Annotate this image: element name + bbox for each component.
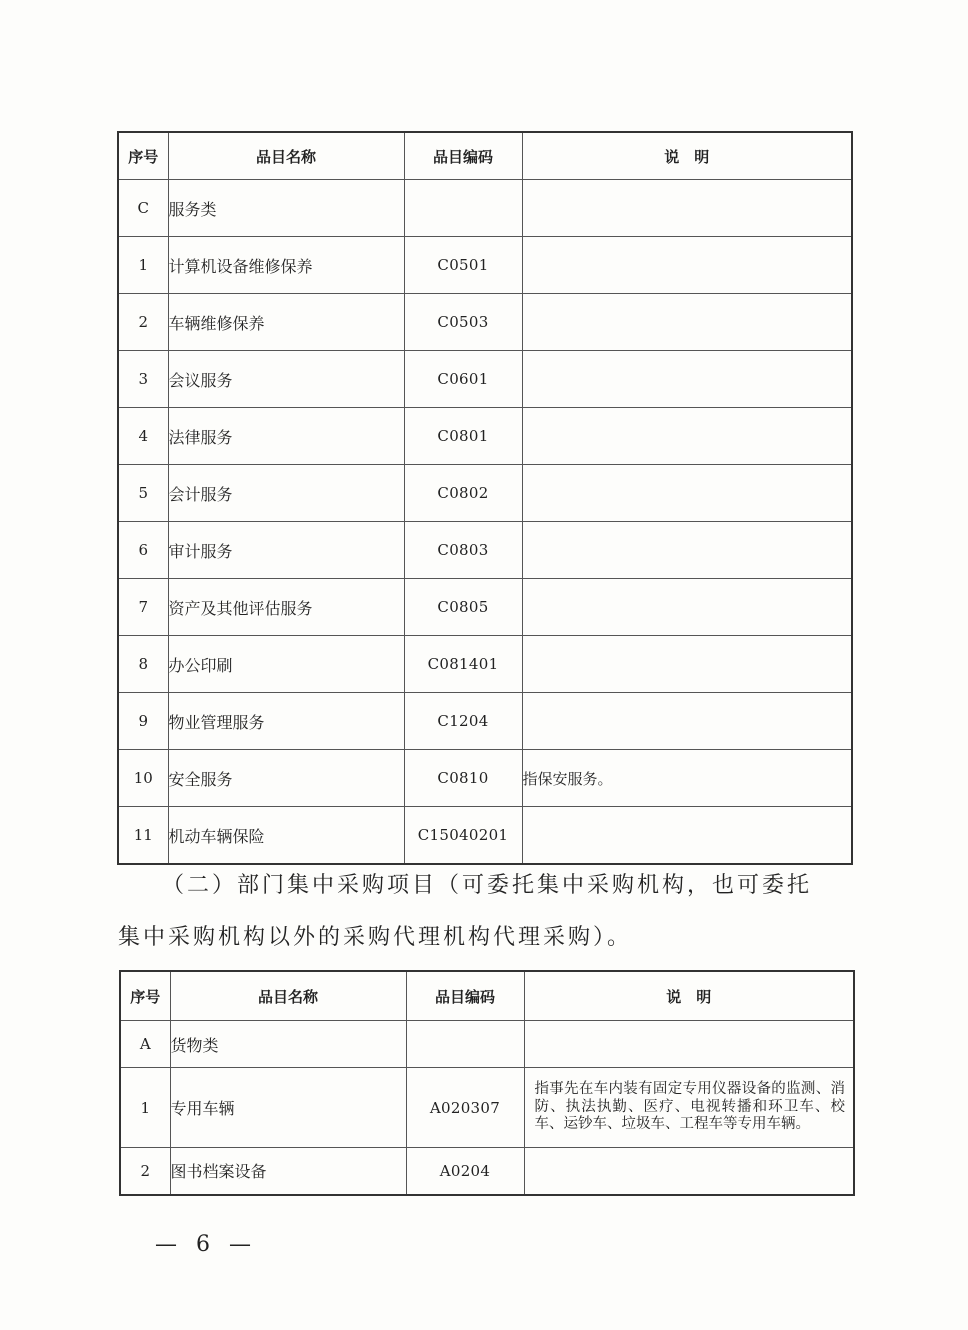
department-procurement-goods-table <box>119 970 855 1196</box>
row-item-name: 物业管理服务 <box>168 693 404 750</box>
row-seq: 2 <box>118 294 168 351</box>
header-seq: 序号 <box>118 132 168 180</box>
row-item-name: 法律服务 <box>168 408 404 465</box>
row-note: 指事先在车内装有固定专用仪器设备的监测、消防、执法执勤、医疗、电视转播和环卫车、校车、运钞车、垃圾车、工程车等专用车辆。 <box>524 1068 854 1148</box>
row-note: 指保安服务。 <box>522 750 852 807</box>
header-item-code: 品目编码 <box>406 971 524 1021</box>
row-item-name: 服务类 <box>168 180 404 237</box>
row-seq: 6 <box>118 522 168 579</box>
table-row <box>118 579 852 636</box>
row-note <box>522 294 852 351</box>
table-row <box>118 180 852 237</box>
row-item-code <box>406 1021 524 1068</box>
row-item-name: 资产及其他评估服务 <box>168 579 404 636</box>
row-item-name: 会计服务 <box>168 465 404 522</box>
table-header-row <box>120 971 854 1021</box>
row-note <box>522 579 852 636</box>
row-item-code: C0803 <box>404 522 522 579</box>
row-seq: 2 <box>120 1148 170 1195</box>
table-row <box>120 1148 854 1195</box>
page-number: — 6 — <box>155 1232 257 1257</box>
row-item-code: C0503 <box>404 294 522 351</box>
section-heading-line-2: 集中采购机构以外的采购代理机构代理采购）。 <box>118 925 633 950</box>
row-item-code: C081401 <box>404 636 522 693</box>
row-seq: 9 <box>118 693 168 750</box>
table-row <box>118 750 852 807</box>
row-item-code: C0801 <box>404 408 522 465</box>
row-item-name: 车辆维修保养 <box>168 294 404 351</box>
section-heading-line-1: （二）部门集中采购项目（可委托集中采购机构，也可委托 <box>162 873 813 898</box>
row-seq: 1 <box>120 1068 170 1148</box>
row-item-code: C15040201 <box>404 807 522 865</box>
row-note <box>522 522 852 579</box>
row-note <box>522 408 852 465</box>
row-item-code: C0501 <box>404 237 522 294</box>
row-item-name: 办公印刷 <box>168 636 404 693</box>
header-item-name: 品目名称 <box>168 132 404 180</box>
row-note <box>522 465 852 522</box>
row-item-name: 安全服务 <box>168 750 404 807</box>
table-row <box>120 1068 854 1148</box>
row-seq: 1 <box>118 237 168 294</box>
row-seq: 5 <box>118 465 168 522</box>
row-item-code: C0805 <box>404 579 522 636</box>
row-note <box>522 693 852 750</box>
table-row <box>118 693 852 750</box>
table-row <box>118 465 852 522</box>
row-item-name: 会议服务 <box>168 351 404 408</box>
row-item-name: 审计服务 <box>168 522 404 579</box>
row-seq: 3 <box>118 351 168 408</box>
row-item-code: A0204 <box>406 1148 524 1195</box>
table-row <box>118 522 852 579</box>
row-note <box>524 1021 854 1068</box>
header-seq: 序号 <box>120 971 170 1021</box>
row-item-code <box>404 180 522 237</box>
row-item-name: 图书档案设备 <box>170 1148 406 1195</box>
row-note <box>524 1148 854 1195</box>
header-note: 说 明 <box>524 971 854 1021</box>
central-procurement-services-table <box>117 131 853 865</box>
row-item-code: C0802 <box>404 465 522 522</box>
row-note <box>522 180 852 237</box>
header-item-code: 品目编码 <box>404 132 522 180</box>
row-item-name: 计算机设备维修保养 <box>168 237 404 294</box>
row-seq: C <box>118 180 168 237</box>
table-row <box>118 636 852 693</box>
row-item-code: C0601 <box>404 351 522 408</box>
row-seq: 11 <box>118 807 168 865</box>
table-row <box>118 237 852 294</box>
row-note <box>522 807 852 865</box>
table-header-row <box>118 132 852 180</box>
row-item-code: C0810 <box>404 750 522 807</box>
row-item-code: A020307 <box>406 1068 524 1148</box>
header-item-name: 品目名称 <box>170 971 406 1021</box>
row-seq: 4 <box>118 408 168 465</box>
row-seq: 7 <box>118 579 168 636</box>
row-note <box>522 237 852 294</box>
row-note <box>522 636 852 693</box>
row-item-name: 机动车辆保险 <box>168 807 404 865</box>
row-seq: A <box>120 1021 170 1068</box>
row-item-code: C1204 <box>404 693 522 750</box>
row-seq: 10 <box>118 750 168 807</box>
row-note <box>522 351 852 408</box>
row-seq: 8 <box>118 636 168 693</box>
table-row <box>118 351 852 408</box>
header-note: 说 明 <box>522 132 852 180</box>
table-row <box>118 408 852 465</box>
table-row <box>118 807 852 865</box>
table-row <box>118 294 852 351</box>
table-row <box>120 1021 854 1068</box>
row-item-name: 专用车辆 <box>170 1068 406 1148</box>
row-item-name: 货物类 <box>170 1021 406 1068</box>
